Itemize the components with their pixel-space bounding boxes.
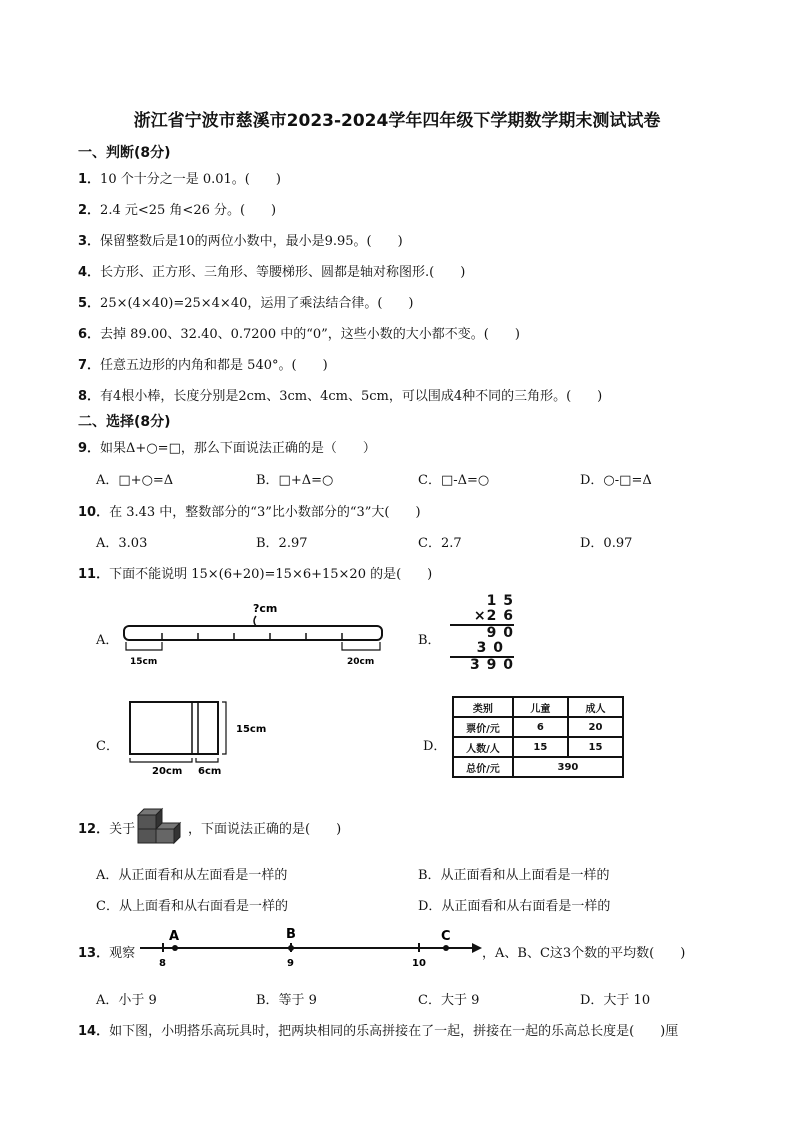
question-number: 9． (78, 441, 101, 456)
point-label-b: B (286, 927, 296, 942)
fig-c-side-label: 15cm (236, 724, 267, 735)
tick-label: 8 (159, 958, 166, 969)
table-cell: 15 (568, 737, 623, 757)
fig-c-width1-label: 20cm (152, 766, 183, 777)
question-text: 在 3.43 中，整数部分的“3”比小数部分的“3”大( ) (109, 505, 421, 520)
table-row (453, 737, 623, 757)
question-10 (78, 501, 421, 520)
fig-a-right-label: 20cm (347, 657, 375, 667)
question-12-lead (78, 818, 135, 837)
tick-label: 10 (412, 958, 426, 969)
table-cell: 总价/元 (453, 757, 513, 777)
question-number: 14． (78, 1024, 110, 1039)
question-14 (78, 1020, 678, 1039)
question-5 (78, 292, 414, 311)
question-text: 如果Δ+○=□，那么下面说法正确的是（ ） (100, 441, 376, 456)
fig-b-row5: 3 9 0 (470, 657, 514, 673)
q9-option-a: A．□+○=Δ (96, 473, 174, 488)
table-cell: 儿童 (513, 697, 568, 717)
question-number: 2． (78, 203, 101, 218)
question-1 (78, 168, 281, 187)
question-text: 25×(4×40)=25×4×40，运用了乘法结合律。( ) (100, 296, 414, 311)
fig-b-row3: 9 0 (486, 625, 514, 641)
q9-option-b: B．□+Δ=○ (256, 473, 334, 488)
q10-option-d: D．0.97 (580, 536, 633, 551)
question-text: 保留整数后是10的两位小数中，最小是9.95。( ) (100, 234, 403, 249)
fig-a-left-label: 15cm (130, 657, 158, 667)
fig-a-top-label: ?cm (253, 602, 278, 615)
question-number: 1． (78, 172, 101, 187)
question-3 (78, 230, 403, 249)
q10-option-b: B．2.97 (256, 536, 308, 551)
tick-label: 9 (287, 958, 294, 969)
table-cell: 15 (513, 737, 568, 757)
question-text: 观察 (109, 946, 136, 961)
q13-option-a: A．小于 9 (96, 993, 157, 1008)
table-cell: 人数/人 (453, 737, 513, 757)
q11-figure-d-table (452, 696, 624, 778)
q13-option-d: D．大于 10 (580, 993, 651, 1008)
q12-option-a: A．从正面看和从左面看是一样的 (96, 868, 288, 883)
question-text: 有4根小棒，长度分别是2cm、3cm、4cm、5cm，可以围成4种不同的三角形。( ) (100, 389, 603, 404)
question-number: 8． (78, 389, 101, 404)
point-label-c: C (441, 929, 451, 944)
question-text: 如下图，小明搭乐高玩具时，把两块相同的乐高拼接在了一起，拼接在一起的乐高总长度是( )厘 (109, 1024, 679, 1039)
fig-b-row2: ×2 6 (450, 609, 514, 626)
question-number: 11． (78, 567, 110, 582)
question-11 (78, 563, 432, 582)
question-number: 7． (78, 358, 101, 373)
table-row (453, 717, 623, 737)
question-text: 去掉 89.00、32.40、0.7200 中的“0”，这些小数的大小都不变。( ) (100, 327, 520, 342)
table-cell: 390 (513, 757, 623, 777)
table-cell: 成人 (568, 697, 623, 717)
question-number: 4． (78, 265, 101, 280)
question-text: 长方形、正方形、三角形、等腰梯形、圆都是轴对称图形.( ) (100, 265, 466, 280)
q9-option-c: C．□-Δ=○ (418, 473, 490, 488)
q13-option-b: B．等于 9 (256, 993, 317, 1008)
question-text: 2.4 元<25 角<26 分。( ) (100, 203, 277, 218)
q9-option-d: D．○-□=Δ (580, 473, 652, 488)
fig-c-width2-label: 6cm (198, 766, 222, 777)
table-row (453, 697, 623, 717)
q11-label-c: C． (96, 739, 119, 754)
question-13-lead (78, 942, 135, 961)
table-cell: 20 (568, 717, 623, 737)
question-8 (78, 385, 602, 404)
question-number: 3． (78, 234, 101, 249)
question-number: 12． (78, 822, 110, 837)
q11-label-a: A． (96, 633, 119, 648)
point-label-a: A (169, 929, 180, 944)
q11-figure-c-rectangle (124, 694, 284, 778)
q10-option-c: C．2.7 (418, 536, 462, 551)
q12-option-d: D．从正面看和从右面看是一样的 (418, 899, 611, 914)
table-cell: 6 (513, 717, 568, 737)
question-13-text: ，A、B、C这3个数的平均数( ) (482, 946, 686, 961)
fig-b-row1: 1 5 (486, 593, 514, 609)
table-row (453, 757, 623, 777)
table-cell: 票价/元 (453, 717, 513, 737)
question-12-text: ，下面说法正确的是( ) (188, 822, 342, 837)
question-7 (78, 354, 328, 373)
number-line-figure (136, 922, 488, 970)
q11-figure-a-segment (118, 600, 390, 672)
q11-label-b: B． (418, 633, 441, 648)
q10-option-a: A．3.03 (96, 536, 148, 551)
question-text: 下面不能说明 15×(6+20)=15×6+15×20 的是( ) (109, 567, 433, 582)
q11-label-d: D． (423, 739, 447, 754)
question-text: 关于 (109, 822, 136, 837)
question-9 (78, 437, 376, 456)
question-text: 任意五边形的内角和都是 540°。( ) (100, 358, 328, 373)
question-text: 10 个十分之一是 0.01。( ) (100, 172, 281, 187)
cube-stack-icon (134, 803, 184, 845)
question-number: 5． (78, 296, 101, 311)
q12-option-c: C．从上面看和从右面看是一样的 (96, 899, 288, 914)
q11-figure-b-multiplication (450, 594, 514, 673)
page-title: 浙江省宁波市慈溪市2023-2024学年四年级下学期数学期末测试试卷 (133, 111, 661, 131)
fig-b-row4: 3 0 (450, 641, 514, 658)
section-heading-choice: 二、选择(8分) (78, 414, 171, 430)
q13-option-c: C．大于 9 (418, 993, 480, 1008)
table-cell: 类别 (453, 697, 513, 717)
q12-option-b: B．从正面看和从上面看是一样的 (418, 868, 610, 883)
question-4 (78, 261, 465, 280)
question-2 (78, 199, 276, 218)
question-number: 10． (78, 505, 110, 520)
question-6 (78, 323, 520, 342)
section-heading-judge: 一、判断(8分) (78, 145, 171, 161)
arrow-right-icon (472, 943, 482, 953)
question-number: 6． (78, 327, 101, 342)
question-number: 13． (78, 946, 110, 961)
